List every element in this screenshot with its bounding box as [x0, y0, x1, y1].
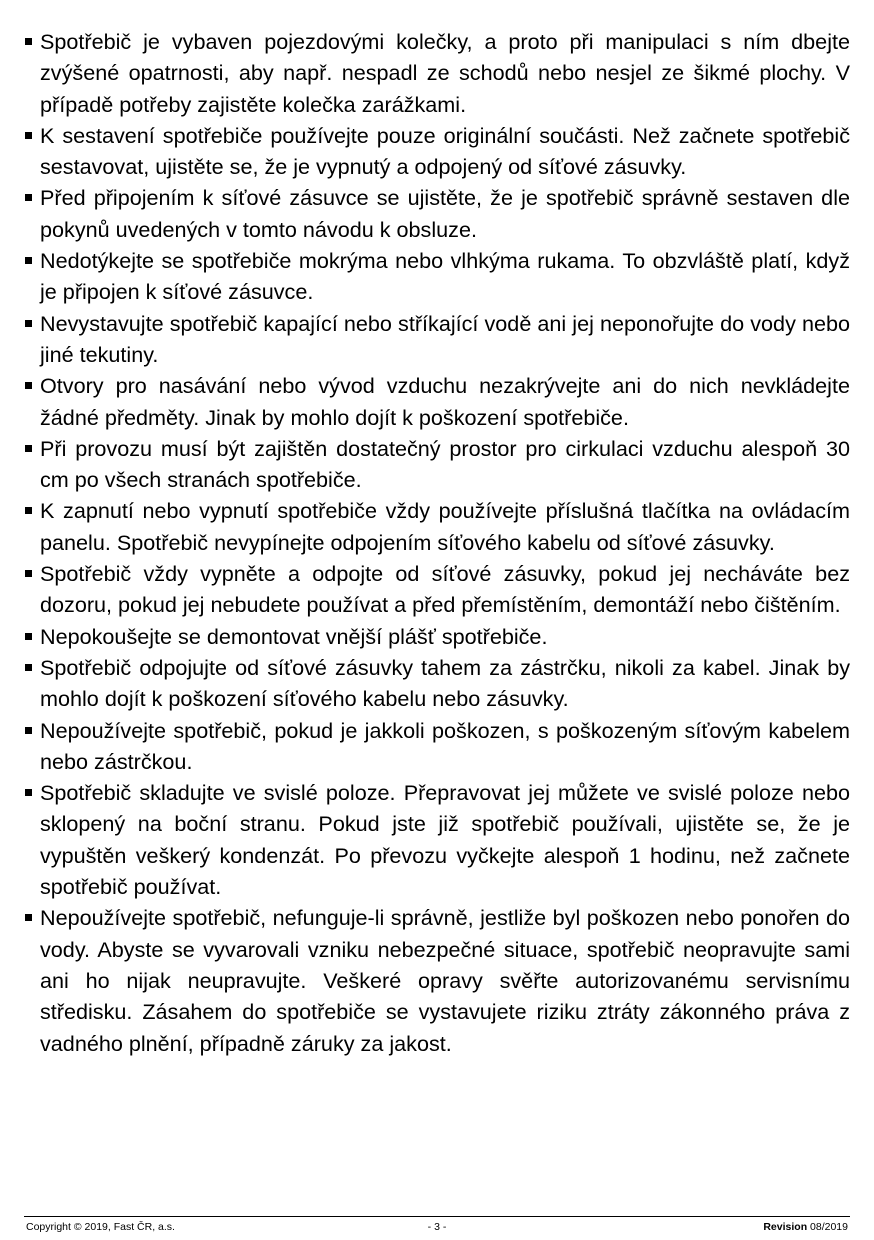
revision-date: 08/2019: [810, 1221, 848, 1233]
list-item-text: Spotřebič je vybaven pojezdovými kolečky, a proto při manipulaci s ním dbejte zvýšené opatrnosti, aby např. nespadl ze schodů nebo nesjel ze šikmé plochy. V případě potřeby zajistěte kolečka zarážkami.: [40, 29, 850, 117]
bullet-square-icon: [25, 194, 32, 201]
bullet-square-icon: [25, 382, 32, 389]
list-item: [24, 621, 850, 652]
list-item-text: K sestavení spotřebiče používejte pouze originální součásti. Než začnete spotřebič sestavovat, ujistěte se, že je vypnutý a odpojený od síťové zásuvky.: [40, 122, 850, 180]
list-item: [24, 26, 850, 120]
page-number: - 3 -: [427, 1221, 447, 1233]
list-item: [24, 777, 850, 902]
list-item: [24, 182, 850, 245]
bullet-square-icon: [25, 257, 32, 264]
list-item-text: Otvory pro nasávání nebo vývod vzduchu nezakrývejte ani do nich nevkládejte žádné předměty. Jinak by mohlo dojít k poškození spotřebiče.: [40, 373, 850, 430]
bullet-square-icon: [25, 664, 32, 671]
list-item-text: Nepoužívejte spotřebič, pokud je jakkoli poškozen, s poškozeným síťovým kabelem nebo zástrčkou.: [40, 717, 850, 774]
list-item-text: Spotřebič odpojujte od síťové zásuvky tahem za zástrčku, nikoli za kabel. Jinak by mohlo dojít k poškození síťového kabelu nebo zásuvky.: [40, 654, 850, 712]
list-item-text: Nevystavujte spotřebič kapající nebo stříkající vodě ani jej neponořujte do vody nebo jiné tekutiny.: [40, 310, 850, 367]
list-item-text: Spotřebič vždy vypněte a odpojte od síťové zásuvky, pokud jej necháváte bez dozoru, pokud jej nebudete používat a před přemístěním, demontáží nebo čištěním.: [40, 561, 850, 618]
bullet-square-icon: [25, 914, 32, 921]
list-item: [24, 495, 850, 558]
list-item: [24, 715, 850, 778]
list-item: [24, 120, 850, 183]
list-item-text: Nepokoušejte se demontovat vnější plášť spotřebiče.: [40, 623, 548, 649]
list-item-text: K zapnutí nebo vypnutí spotřebiče vždy používejte příslušná tlačítka na ovládacím panelu. Spotřebič nevypínejte odpojením síťového kabelu od síťové zásuvky.: [40, 498, 850, 555]
document-body: [24, 26, 850, 1059]
list-item: [24, 558, 850, 621]
copyright-text: Copyright © 2019, Fast ČR, a.s.: [26, 1221, 175, 1233]
bullet-square-icon: [25, 570, 32, 577]
list-item-text: Při provozu musí být zajištěn dostatečný prostor pro cirkulaci vzduchu alespoň 30 cm po všech stranách spotřebiče.: [40, 435, 850, 493]
list-item: [24, 245, 850, 308]
list-item: [24, 370, 850, 433]
list-item: [24, 308, 850, 371]
bullet-square-icon: [25, 38, 32, 45]
list-item: [24, 902, 850, 1058]
list-item: [24, 433, 850, 496]
bullet-square-icon: [25, 789, 32, 796]
bullet-square-icon: [25, 507, 32, 514]
list-item-text: Spotřebič skladujte ve svislé poloze. Přepravovat jej můžete ve svislé poloze nebo sklopený na boční stranu. Pokud jste již spotřebič používali, ujistěte se, že je vypuštěn veškerý kondenzát. Po převozu vyčkejte alespoň 1 hodinu, než začnete spotřebič používat.: [40, 780, 850, 900]
page-footer: [24, 1216, 850, 1233]
revision-label: Revision: [763, 1221, 808, 1233]
list-item-text: Nepoužívejte spotřebič, nefunguje-li správně, jestliže byl poškozen nebo ponořen do vody. Abyste se vyvarovali vzniku nebezpečné situace, spotřebič neopravujte sami ani ho nijak neupravujte. Veškeré opravy svěřte autorizovanému servisnímu středisku. Zásahem do spotřebiče se vystavujete riziku ztráty zákonného práva z vadného plnění, případně záruky za jakost.: [40, 905, 850, 1056]
list-item-text: Před připojením k síťové zásuvce se ujistěte, že je spotřebič správně sestaven dle pokynů uvedených v tomto návodu k obsluze.: [40, 185, 850, 242]
bullet-square-icon: [25, 320, 32, 327]
list-item: [24, 652, 850, 715]
list-item-text: Nedotýkejte se spotřebiče mokrýma nebo vlhkýma rukama. To obzvláště platí, když je připojen k síťové zásuvce.: [40, 248, 850, 305]
revision-info: [763, 1220, 848, 1234]
bullet-square-icon: [25, 633, 32, 640]
safety-instructions-list: [24, 26, 850, 1059]
bullet-square-icon: [25, 132, 32, 139]
bullet-square-icon: [25, 727, 32, 734]
bullet-square-icon: [25, 445, 32, 452]
